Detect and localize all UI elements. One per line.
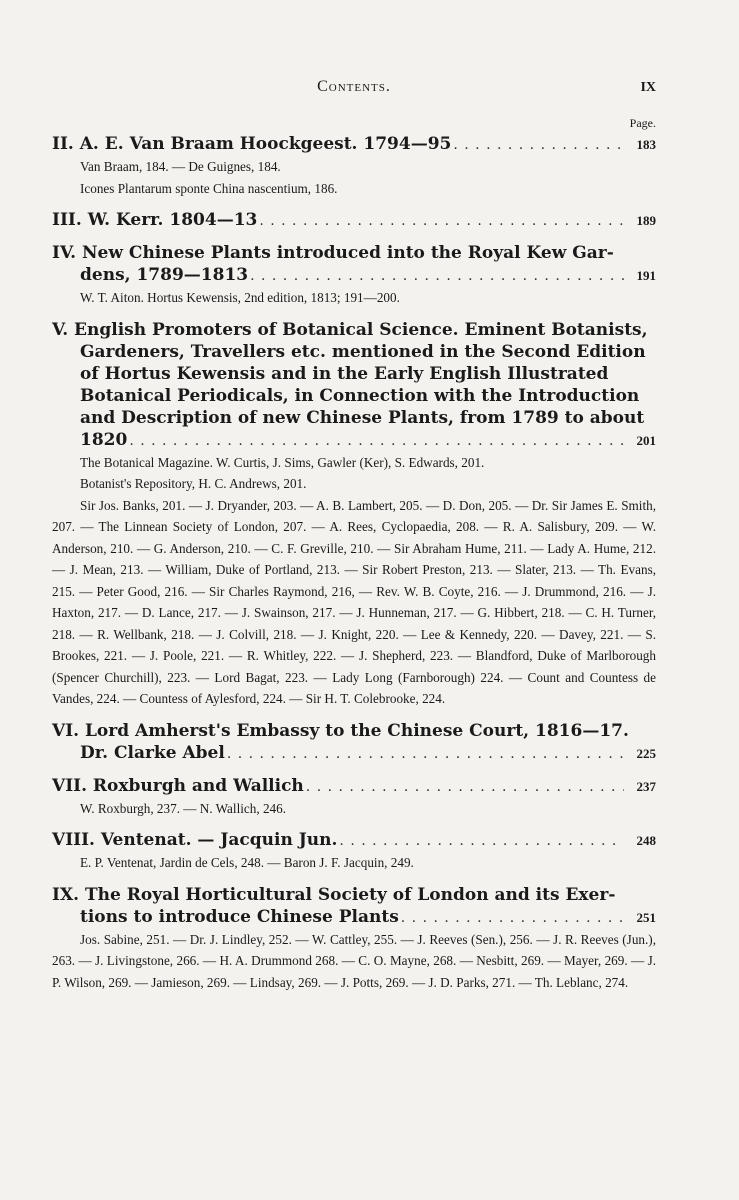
toc-subentry: Van Braam, 184. — De Guignes, 184. <box>80 159 281 174</box>
toc-heading-line <box>52 906 656 929</box>
toc-page-number: 225 <box>636 745 656 761</box>
toc-subentry: Botanist's Repository, H. C. Andrews, 201. <box>80 476 307 491</box>
toc-heading-line <box>52 363 656 385</box>
toc-heading-text: of Hortus Kewensis and in the Early English Illustrated <box>80 363 609 384</box>
toc-heading-line <box>52 720 656 742</box>
toc-heading-line <box>52 829 656 852</box>
dot-leader <box>129 430 624 452</box>
toc-heading-line <box>52 242 656 264</box>
toc-heading-text: VIII. Ventenat. — Jacquin Jun. <box>52 830 338 850</box>
toc-heading-line <box>52 742 656 765</box>
toc-page-number: 189 <box>636 213 656 228</box>
toc-entry-subentries <box>52 929 656 994</box>
toc-heading-text: Botanical Periodicals, in Connection with the Introduction <box>80 385 640 406</box>
toc-subentry: W. T. Aiton. Hortus Kewensis, 2nd edition, 1813; 191—200. <box>80 290 400 305</box>
toc-page-number: 201 <box>636 432 656 448</box>
toc-heading-line <box>52 264 656 287</box>
dot-leader <box>306 776 624 798</box>
dot-leader <box>227 743 624 765</box>
toc-entry <box>52 319 656 710</box>
table-of-contents <box>52 133 656 993</box>
page-folio: IX <box>640 80 656 95</box>
toc-heading-text: IV. New Chinese Plants introduced into the Royal Kew Gar- <box>52 243 614 263</box>
toc-heading-text: III. W. Kerr. 1804—13 <box>52 210 258 230</box>
toc-subentry: The Botanical Magazine. W. Curtis, J. Sims, Gawler (Ker), S. Edwards, 201. <box>80 454 485 470</box>
toc-heading-text: and Description of new Chinese Plants, from 1789 to about <box>80 407 645 428</box>
toc-entry <box>52 133 656 199</box>
toc-entry-subentries <box>52 452 656 710</box>
toc-heading-line <box>52 133 656 156</box>
toc-entry-heading <box>52 829 656 852</box>
toc-heading-line <box>52 341 656 363</box>
toc-heading-line <box>52 407 656 429</box>
toc-entry-heading <box>52 209 656 232</box>
toc-heading-text: V. English Promoters of Botanical Science. Eminent Botanists, <box>52 319 648 340</box>
toc-page-number: 248 <box>636 833 656 848</box>
toc-page-number: 183 <box>636 137 656 152</box>
toc-heading-line <box>52 429 656 452</box>
toc-entry-subentries <box>52 156 656 199</box>
toc-entry <box>52 209 656 232</box>
running-head <box>52 78 656 102</box>
toc-subentry: Jos. Sabine, 251. — Dr. J. Lindley, 252. — W. Cattley, 255. — J. Reeves (Sen.), 256. — J. R. Reeves (Jun.), 263. — J. Livingstone, 266. — H. A. Drummond 268. — C. O. Mayne, 268. — Nesbitt, 269. — Mayer, 269. — J. P. Wilson, 269. — Jamieson, 269. — Lindsay, 269. — J. Potts, 269. — J. D. Parks, 271. — Th. Leblanc, 274. <box>52 931 656 990</box>
dot-leader <box>259 210 624 232</box>
toc-entry-heading <box>52 775 656 798</box>
dot-leader <box>453 134 624 156</box>
toc-heading-text: VII. Roxburgh and Wallich <box>52 775 304 796</box>
dot-leader <box>339 830 624 852</box>
toc-subentry: Sir Jos. Banks, 201. — J. Dryander, 203. — A. B. Lambert, 205. — D. Don, 205. — Dr. Sir James E. Smith, 207. — The Linnean Society of London, 207. — A. Rees, Cyclopaedia, 208. — R. A. Salisbury, 209. — W. Anderson, 210. — G. Anderson, 210. — C. F. Greville, 210. — Sir Abraham Hume, 211. — Lady A. Hume, 212. — J. Mean, 213. — William, Duke of Portland, 213. — Sir Robert Preston, 213. — Slater, 213. — Th. Evans, 215. — Peter Good, 216. — Sir Charles Raymond, 216, — Rev. W. B. Coyte, 216. — J. Drummond, 216. — J. Haxton, 217. — D. Lance, 217. — J. Swainson, 217. — J. Hunneman, 217. — G. Hibbert, 218. — C. H. Turner, 218. — R. Wellbank, 218. — J. Colvill, 218. — J. Knight, 220. — Lee & Kennedy, 220. — Davey, 221. — S. Brookes, 221. — J. Poole, 221. — R. Whitley, 222. — J. Shepherd, 223. — Blandford, Duke of Marlborough (Spencer Churchill), 223. — Lord Bagat, 223. — Lady Long (Farnborough) 224. — Count and Countess de Vandes, 224. — Countess of Aylesford, 224. — Sir H. T. Colebrooke, 224. <box>52 497 656 706</box>
toc-entry <box>52 884 656 994</box>
toc-subentry: E. P. Ventenat, Jardin de Cels, 248. — Baron J. F. Jacquin, 249. <box>80 855 414 870</box>
toc-entry <box>52 775 656 820</box>
toc-heading-text: II. A. E. Van Braam Hoockgeest. 1794—95 <box>52 134 452 154</box>
toc-subentry: W. Roxburgh, 237. — N. Wallich, 246. <box>80 800 287 816</box>
toc-heading-text: 1820 <box>80 429 128 450</box>
toc-page-number: 251 <box>636 909 656 925</box>
running-head-title: Contents. <box>317 78 391 95</box>
toc-entry-heading <box>52 133 656 156</box>
toc-heading-text: tions to introduce Chinese Plants <box>80 906 399 927</box>
toc-heading-text: dens, 1789—1813 <box>80 265 249 285</box>
toc-page-number: 237 <box>636 778 656 794</box>
toc-entry-heading <box>52 242 656 287</box>
toc-subentry: Icones Plantarum sponte China nascentium, 186. <box>80 180 338 196</box>
toc-heading-text: IX. The Royal Horticultural Society of London and its Exer- <box>52 884 616 905</box>
toc-heading-line <box>52 319 656 341</box>
toc-heading-text: VI. Lord Amherst's Embassy to the Chinese Court, 1816—17. <box>52 720 629 741</box>
dot-leader <box>401 907 624 929</box>
toc-entry-subentries <box>52 852 656 874</box>
toc-entry <box>52 242 656 309</box>
toc-entry-subentries <box>52 287 656 309</box>
toc-heading-text: Dr. Clarke Abel <box>80 742 225 763</box>
contents-page <box>52 78 656 993</box>
dot-leader <box>250 265 624 287</box>
toc-heading-line <box>52 884 656 906</box>
page-column-label: Page. <box>629 116 656 130</box>
toc-entry <box>52 720 656 765</box>
toc-entry <box>52 829 656 874</box>
toc-entry-subentries <box>52 798 656 820</box>
toc-heading-text: Gardeners, Travellers etc. mentioned in the Second Edition <box>80 341 646 362</box>
toc-entry-heading <box>52 319 656 452</box>
toc-page-number: 191 <box>636 268 656 283</box>
toc-heading-line <box>52 775 656 798</box>
toc-entry-heading <box>52 884 656 929</box>
toc-entry-heading <box>52 720 656 765</box>
toc-heading-line <box>52 385 656 407</box>
toc-heading-line <box>52 209 656 232</box>
